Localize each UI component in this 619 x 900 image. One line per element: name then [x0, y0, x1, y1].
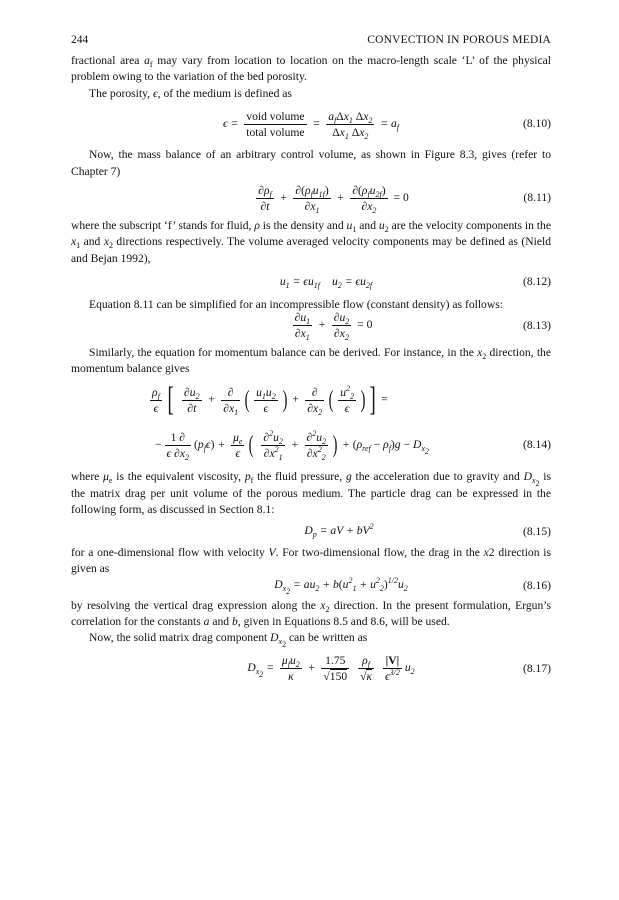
paragraph-subscript-definitions: where the subscript ‘f’ stands for fluid, ρ is the density and $u_1$ and $u_2$ are the velocity components in the $x_1$ and $x_2$ directions respectively. The volume averaged velocity components may be defined as (Nield and Bejan 1992),	[71, 219, 551, 265]
equation-number-8-11: (8.11)	[523, 190, 551, 204]
eq-8-17-root-value: 150	[329, 670, 348, 684]
paragraph-incompressible: Equation 8.11 can be simplified for an incompressible flow (constant density) as follows:	[89, 298, 503, 312]
equation-number-8-16: (8.16)	[522, 578, 551, 592]
paragraph-fractional-area: fractional area $a_f$ may vary from location to location on the macro-length scale ‘L’ of the physical problem owing to the variation of the bed porosity.	[71, 54, 551, 84]
paragraph-ergun: by resolving the vertical drag expression along the $x_2$ direction. In the present formulation, Ergun’s correlation for the constants a and b, given in Equations 8.5 and 8.6, will be used.	[71, 598, 551, 628]
equation-8-13: $\frac{\partial u_1}{\partial x_1}$ + $\frac{\partial u_2}{\partial x_2}$ = 0 (8.13)	[294, 311, 551, 343]
eq-8-10-numerator-1: void volume	[246, 109, 305, 123]
paragraph-momentum-balance: Similarly, the equation for momentum balance can be derived. For instance, in the $x_2$ direction, the momentum balance gives	[71, 345, 551, 376]
page-number: 244	[71, 34, 89, 46]
equation-8-10: ϵ = $\frac{\text{void volume}}{\text{total volume}}$ = $\frac{a_f\Delta x_1 \Delta x_2}{\Delta x_1 \Delta x_2}$ = $a_f$ (8.10)	[222, 109, 551, 141]
equation-8-11: $\frac{\partial\rho_f}{\partial t}$ + $\frac{\partial(\rho_fu_{1f})}{\partial x_1}$ + $\frac{\partial(\rho_fu_{2f})}{\partial x_2}$ = 0 (8.11)	[258, 183, 551, 215]
paragraph-one-dimensional: for a one-dimensional flow with velocity V. For two-dimensional flow, the drag in the x2 direction is given as	[71, 545, 551, 576]
eq-8-10-denominator-1: total volume	[246, 125, 305, 139]
equation-number-8-12: (8.12)	[522, 275, 551, 289]
equation-8-12: $u_1 = \epsilon u_{1f}$ $u_2 = \epsilon u_{2f}$ (8.12)	[279, 275, 551, 291]
equation-8-17: $D_{x_2}$ = $\frac{\mu_fu_2}{\kappa}$ + $\frac{1.75}{√150}$ $\frac{\rho_f}{√\kappa}$ $\frac{|V|}{\epsilon^{3/2}}$ $u_2$ (8.17)	[247, 654, 551, 684]
equation-8-14-line-1: $\frac{\rho_f}{\epsilon}$ [ $\frac{\partial u_2}{\partial t}$ + $\frac{\partial}{\partial x_1}$ ( $\frac{u_1u_2}{\epsilon}$ ) + $\frac{\partial}{\partial x_2}$ ( $\frac{u^2_2}{\epsilon}$ ) ] =	[152, 381, 388, 419]
equation-8-14-line-2: − $\frac{1 \partial}{\epsilon \partial x_2}$ $(p_f\epsilon)$ + $\frac{\mu_e}{\epsilon}$ ( $\frac{\partial^2u_2}{\partial x^2_1}$ + $\frac{\partial^2u_2}{\partial x^2_2}$ ) + $(\rho_{ref} - \rho_f)g - D_{x_2}$ (8.14)	[155, 428, 551, 462]
paragraph-mass-balance: Now, the mass balance of an arbitrary control volume, as shown in Figure 8.3, gives (refer to Chapter 7)	[71, 148, 551, 178]
equation-number-8-15: (8.15)	[522, 524, 551, 538]
paragraph-porosity-intro: The porosity, ϵ, of the medium is defined as	[89, 86, 292, 100]
equation-number-8-10: (8.10)	[522, 117, 551, 131]
page-content	[71, 32, 551, 691]
equation-number-8-13: (8.13)	[522, 318, 551, 332]
running-header	[71, 32, 551, 48]
equation-8-15: $D_p$ = aV + $bV^2$ (8.15)	[304, 522, 551, 540]
eq-8-17-coefficient: 1.75	[321, 654, 349, 669]
running-title: CONVECTION IN POROUS MEDIA	[367, 34, 551, 46]
paragraph-viscosity-definitions: where $\mu_e$ is the equivalent viscosity, $p_f$ the fluid pressure, g the acceleration due to gravity and $D_{x_2}$ is the matrix drag per unit volume of the porous medium. The particle drag can be expressed in the following form, as discussed in Section 8.1:	[71, 470, 551, 517]
equation-number-8-17: (8.17)	[522, 661, 551, 675]
equation-number-8-14: (8.14)	[522, 438, 551, 452]
equation-8-16: $D_{x_2} = au_2 + b(u^2_1 + u^2_2)^{1/2}u_2$ (8.16)	[274, 576, 551, 597]
paragraph-solid-matrix-drag: Now, the solid matrix drag component $D_{x_2}$ can be written as	[89, 631, 368, 650]
